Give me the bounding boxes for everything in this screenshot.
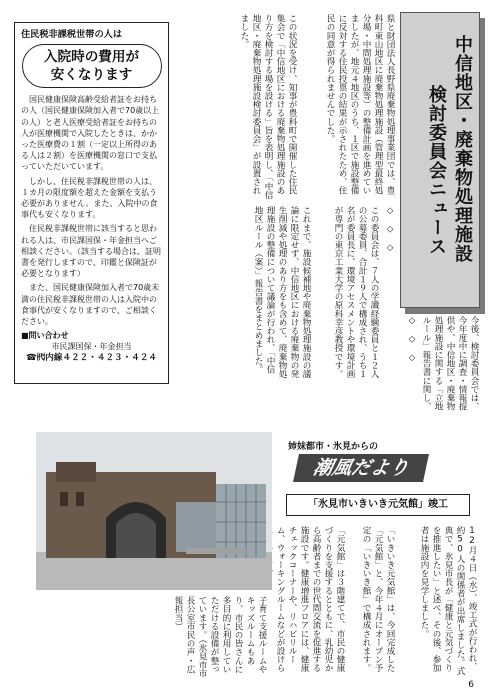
notice-headline-line1: 入院時の費用が <box>43 49 140 66</box>
notice-headline-bubble <box>22 44 162 88</box>
series-title-badge: 潮風だより <box>293 454 429 482</box>
notice-paragraph-3: 住民税非課税世帯に該当すると思われる人は、市民課国保・年金担当へご相談ください。（該当する場合は、証明書を発行しますので、印鑑と保険証が必要となります） <box>21 224 161 279</box>
building-photo <box>36 432 272 590</box>
page-number: 6 <box>468 680 474 690</box>
sister-col-2: 「いきいき元気館」は、今回完成した「元気館」と、今年４月にオープン予定の「いきいき館」で構成されます。 <box>361 526 395 673</box>
article-divider-1: ◇ ◇ ◇ <box>385 206 395 254</box>
notice-box <box>14 22 169 384</box>
contact-department: 市民課国保・年金担当 <box>51 342 132 352</box>
sister-col-1: 12月４日（水）、竣工式が行われ、約50人の関係者が出席しました。式典で、氷見市長が「健康と元気づくりを推進したい」と述べ、その後、参加者は施設内を見学しました。 <box>419 526 477 675</box>
sister-col-4: 子育て支援ルームやキッズルームもあり、市民の皆さんに多目的に利用していただける設備が整っています。（氷見市市長公室市民の声・広報担当） <box>173 596 267 678</box>
notice-paragraph-1: 国民健康保険高齢受給者証をお持ちの人（国民健康保険加入者で70歳以上の人）と老人医療受給者証をお持ちの人が医療機関で入院したときは、かかった医療費の１割（一定以上所得のある人は２割）を医療機関の窓口で支払っていただいています。 <box>21 95 160 172</box>
sister-city-subheading: 「氷見市いきいき元気館」竣工 <box>286 494 470 516</box>
sister-city-label: 姉妹都市・氷見からの <box>288 442 379 452</box>
contact-heading: ■問い合わせ <box>21 331 69 341</box>
article-col-2: この状況を受け、知事が豊科町で開催した住民集会で「中信地区における廃棄物処理施設のあり方を検討する場を設ける」旨を表明し、「中信地区・廃棄物処理施設検討委員会」が設置されました。 <box>239 14 297 199</box>
title-box <box>400 12 480 308</box>
article-col-6: 今後、検討委員会では、今年度中に調査・情報提供や、中信地区・廃棄物処理施設に関する「立地ルール」報告書に関し、 <box>421 316 479 411</box>
article-divider-2: ◇ ◇ ◇ <box>407 316 417 364</box>
article-col-4: これまで、施設候補地や廃棄物処理施設の議論に限定せず、中信地区における廃棄物の発生削減や処理のあり方をも含めて、廃棄物処理施設の整備について議論が行われ、「中信地区ルール（案）」報告書をまとめました。 <box>253 206 311 378</box>
notice-paragraph-4: また、国民健康保険加入者で70歳未満の住民税非課税世帯の人は入院中の食事代が安くなりますので、ご相談ください。 <box>21 283 160 327</box>
article-col-3: この委員会は、７人の学識経験委員と１２人の公募委員、合計１９人で構成され、うち１名が委員長に、環境アセスメントや環境計画が専門の東京工業大学の原科幸彦教授です。 <box>333 206 379 378</box>
title-line-1: 中信地区・廃棄物処理施設 <box>452 35 473 263</box>
title-line-2: 検討委員会ニュース <box>426 85 447 256</box>
notice-headline-line2: 安くなります <box>50 67 133 84</box>
notice-title: 住民税非課税世帯の人は <box>21 29 123 40</box>
sister-col-3: 「元気館」は３階建てで、市民の健康づくりを支援するとともに、乳幼児から高齢者までの世代間交流を促進する施設です。健康増進フロアには、健康チェックコーナーや、リハビリルーム、ウォーキングルームなどが設けら <box>275 526 345 673</box>
notice-paragraph-2: しかし、住民税非課税世帯の人は、１カ月の限度額を超えた金額を支払う必要がありません。また、入院中の食事代も安くなります。 <box>21 176 158 220</box>
article-col-1: 県と財団法人長野県廃棄物処理事業団では、豊科町東山地区に廃棄物処理施設（管理型最終処分場・中間処理施設等）の整備計画を進めていましたが、地元４地区のうち、１区で施設整備に反対する住民投票の結果が示されたため、住民の同意が得られませんでした。 <box>325 14 395 195</box>
building-photo-illustration <box>36 432 272 590</box>
contact-phone: ☎㈹内線４２２・４２３・４２４ <box>25 352 158 363</box>
